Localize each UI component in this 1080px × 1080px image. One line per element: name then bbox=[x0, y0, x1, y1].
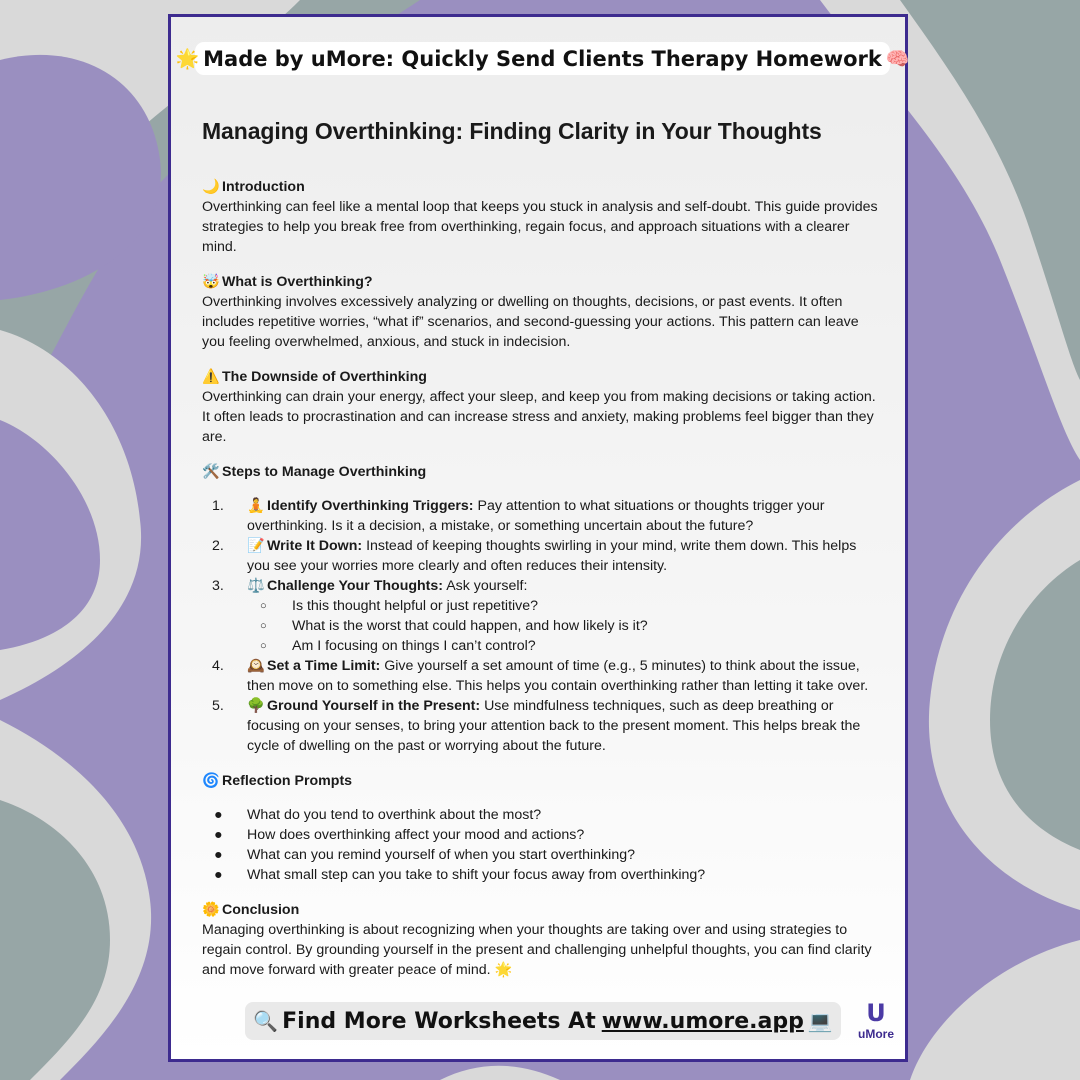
magnifier-icon: 🔍 bbox=[253, 1009, 279, 1033]
downside-heading: The Downside of Overthinking bbox=[222, 369, 427, 385]
step-number: 4. bbox=[212, 658, 224, 674]
step-text: Ask yourself: bbox=[446, 578, 528, 594]
section-conclusion bbox=[202, 900, 882, 980]
sub-list-item: ○ Am I focusing on things I can’t control? bbox=[260, 638, 536, 654]
cyclone-icon: 🌀 bbox=[202, 773, 220, 789]
memo-icon: 📝 bbox=[247, 538, 265, 554]
meditation-icon: 🧘 bbox=[247, 498, 265, 514]
find-more-banner[interactable] bbox=[245, 1002, 841, 1040]
section-steps bbox=[202, 462, 882, 756]
clock-icon: 🕰️ bbox=[247, 658, 265, 674]
list-item: ● What small step can you take to shift your focus away from overthinking? bbox=[214, 867, 706, 883]
step-text: Give yourself a set amount of time (e.g., 5 minutes) to think about the issue, then move on to something else. This helps you contain overthinking rather than letting it take over. bbox=[247, 658, 869, 694]
list-item: ● How does overthinking affect your mood and actions? bbox=[214, 827, 585, 843]
conclusion-body: Managing overthinking is about recognizing when your thoughts are taking over and using strategies to regain control. By grounding yourself in the present and challenging unhelpful thoughts, you can find clarity and move forward with greater peace of mind. bbox=[202, 922, 872, 978]
step-label: Set a Time Limit: bbox=[267, 658, 381, 674]
list-item bbox=[202, 496, 882, 536]
section-heading bbox=[202, 900, 882, 920]
downside-body: Overthinking can drain your energy, affect your sleep, and keep you from making decisions or taking action. It often leads to procrastination and can increase stress and anxiety, making problems feel bigger than they are. bbox=[202, 389, 876, 445]
star-icon: 🌟 bbox=[494, 962, 513, 978]
step-label: Write It Down: bbox=[267, 538, 363, 554]
step-number: 2. bbox=[212, 538, 224, 554]
page-title: Managing Overthinking: Finding Clarity in Your Thoughts bbox=[202, 118, 822, 144]
step-number: 3. bbox=[212, 578, 224, 594]
umore-logo-text: uMore bbox=[858, 1027, 894, 1041]
star-icon: 🌟 bbox=[175, 48, 200, 70]
list-item bbox=[202, 536, 882, 576]
steps-list bbox=[202, 496, 882, 756]
bullet-icon: ● bbox=[214, 807, 223, 823]
sub-list bbox=[247, 596, 882, 656]
introduction-heading: Introduction bbox=[222, 179, 305, 195]
section-heading bbox=[202, 177, 882, 197]
warning-icon: ⚠️ bbox=[202, 369, 220, 385]
made-by-banner bbox=[175, 42, 910, 75]
worksheet-content bbox=[202, 117, 882, 995]
list-item bbox=[202, 696, 882, 756]
steps-heading: Steps to Manage Overthinking bbox=[222, 464, 427, 480]
introduction-body: Overthinking can feel like a mental loop that keeps you stuck in analysis and self-doubt. This guide provides strategies to help you break free from overthinking, regain focus, and approach situations with a clearer mind. bbox=[202, 199, 878, 255]
conclusion-heading: Conclusion bbox=[222, 902, 300, 918]
laptop-icon: 💻 bbox=[807, 1009, 833, 1033]
circle-bullet-icon: ○ bbox=[260, 640, 267, 652]
blossom-icon: 🌼 bbox=[202, 902, 220, 918]
list-item: ● What do you tend to overthink about the most? bbox=[214, 807, 542, 823]
list-item bbox=[202, 576, 882, 656]
section-reflection bbox=[202, 771, 882, 885]
umore-logo-mark: U bbox=[866, 999, 886, 1027]
list-item bbox=[202, 656, 882, 696]
step-label: Ground Yourself in the Present: bbox=[267, 698, 481, 714]
step-number: 5. bbox=[212, 698, 224, 714]
sub-list-item: ○ Is this thought helpful or just repetitive? bbox=[260, 598, 539, 614]
step-label: Challenge Your Thoughts: bbox=[267, 578, 444, 594]
umore-logo bbox=[851, 999, 901, 1049]
tree-icon: 🌳 bbox=[247, 698, 265, 714]
bullet-icon: ● bbox=[214, 847, 223, 863]
step-text: Use mindfulness techniques, such as deep breathing or focusing on your senses, to bring your attention back to the present moment. This helps break the cycle of dwelling on the past or worrying about the future. bbox=[247, 698, 861, 754]
what-is-heading: What is Overthinking? bbox=[222, 274, 373, 290]
section-introduction bbox=[202, 177, 882, 257]
tools-icon: 🛠️ bbox=[202, 464, 220, 480]
sub-list-item: ○ What is the worst that could happen, and how likely is it? bbox=[260, 618, 648, 634]
section-heading bbox=[202, 771, 882, 791]
section-heading bbox=[202, 462, 882, 482]
footer-text: Find More Worksheets At bbox=[282, 1008, 596, 1034]
section-what-is bbox=[202, 272, 882, 352]
what-is-body: Overthinking involves excessively analyzing or dwelling on thoughts, decisions, or past events. It often includes repetitive worries, “what if” scenarios, and second-guessing your actions. This pattern can leave you feeling overwhelmed, anxious, and stuck in indecision. bbox=[202, 294, 859, 350]
list-item: ● What can you remind yourself of when you start overthinking? bbox=[214, 847, 635, 863]
section-downside bbox=[202, 367, 882, 447]
reflection-list bbox=[202, 805, 882, 885]
bullet-icon: ● bbox=[214, 867, 223, 883]
worksheet-card bbox=[168, 14, 908, 1062]
section-heading bbox=[202, 367, 882, 387]
step-text: Pay attention to what situations or thoughts trigger your overthinking. Is it a decision, a mistake, or something uncertain about the future? bbox=[247, 498, 825, 534]
banner-text: Made by uMore: Quickly Send Clients Therapy Homework bbox=[203, 46, 882, 71]
exploding-head-icon: 🤯 bbox=[202, 274, 220, 290]
circle-bullet-icon: ○ bbox=[260, 620, 267, 632]
circle-bullet-icon: ○ bbox=[260, 600, 267, 612]
moon-icon: 🌙 bbox=[202, 179, 220, 195]
bullet-icon: ● bbox=[214, 827, 223, 843]
brain-icon: 🧠 bbox=[885, 48, 910, 70]
section-heading bbox=[202, 272, 882, 292]
reflection-heading: Reflection Prompts bbox=[222, 773, 353, 789]
step-text: Instead of keeping thoughts swirling in your mind, write them down. This helps you see your worries more clearly and often reduces their intensity. bbox=[247, 538, 857, 574]
step-label: Identify Overthinking Triggers: bbox=[267, 498, 474, 514]
step-number: 1. bbox=[212, 498, 224, 514]
scales-icon: ⚖️ bbox=[247, 578, 265, 594]
umore-link[interactable]: www.umore.app bbox=[601, 1008, 804, 1034]
